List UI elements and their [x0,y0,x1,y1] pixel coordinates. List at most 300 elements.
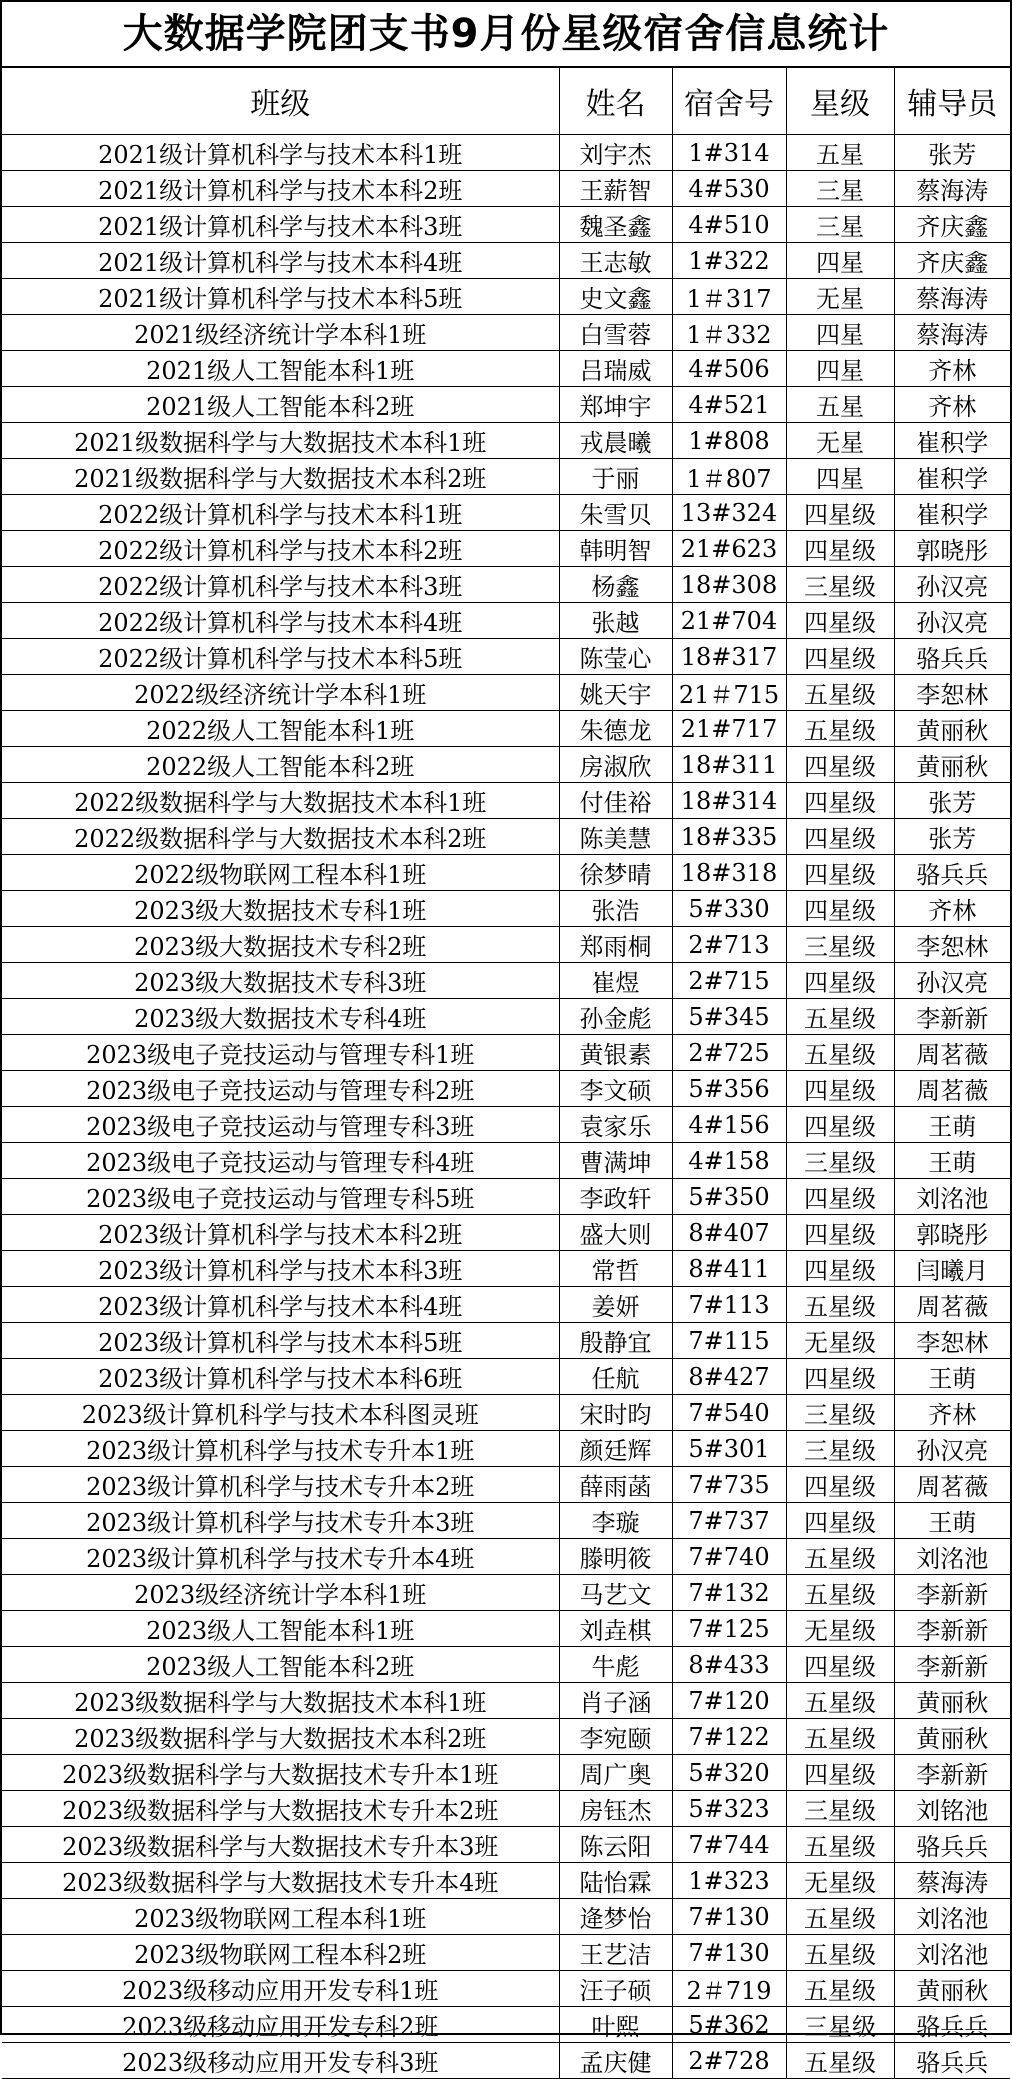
counselor-cell: 黄丽秋 [894,1683,1010,1719]
name-cell: 张越 [559,603,672,639]
counselor-cell: 齐林 [894,387,1010,423]
counselor-cell: 孙汉亮 [894,1431,1010,1467]
class-cell: 2023级数据科学与大数据技术本科2班 [2,1719,559,1755]
class-cell: 2023级计算机科学与技术本科2班 [2,1215,559,1251]
table-row [2,207,1010,243]
counselor-cell: 骆兵兵 [894,2043,1010,2079]
table-row [2,1359,1010,1395]
dorm-number-cell: 7#130 [672,1935,786,1971]
counselor-cell: 刘洺池 [894,1935,1010,1971]
name-cell: 陈莹心 [559,639,672,675]
dorm-number-cell: 8#411 [672,1251,786,1287]
name-cell: 白雪蓉 [559,315,672,351]
star-level-cell: 三星 [786,171,894,207]
name-cell: 韩明智 [559,531,672,567]
counselor-cell: 蔡海涛 [894,315,1010,351]
dorm-number-cell: 7#132 [672,1575,786,1611]
star-level-cell: 五星级 [786,2043,894,2079]
class-cell: 2022级计算机科学与技术本科1班 [2,495,559,531]
counselor-cell: 刘洺池 [894,1179,1010,1215]
name-cell: 李璇 [559,1503,672,1539]
name-cell: 李宛颐 [559,1719,672,1755]
class-cell: 2022级人工智能本科2班 [2,747,559,783]
counselor-cell: 齐庆鑫 [894,207,1010,243]
name-cell: 李政轩 [559,1179,672,1215]
star-level-cell: 四星级 [786,1071,894,1107]
class-cell: 2022级数据科学与大数据技术本科1班 [2,783,559,819]
dorm-number-cell: 4#510 [672,207,786,243]
counselor-cell: 黄丽秋 [894,1971,1010,2007]
table-row [2,387,1010,423]
counselor-cell: 齐庆鑫 [894,243,1010,279]
star-level-cell: 四星级 [786,1467,894,1503]
counselor-cell: 周茗薇 [894,1035,1010,1071]
counselor-cell: 李恕林 [894,675,1010,711]
name-cell: 崔煜 [559,963,672,999]
class-cell: 2023级计算机科学与技术专升本3班 [2,1503,559,1539]
counselor-cell: 刘铭池 [894,1791,1010,1827]
star-level-cell: 三星级 [786,2007,894,2043]
class-cell: 2021级数据科学与大数据技术本科2班 [2,459,559,495]
table-row [2,1539,1010,1575]
counselor-cell: 张芳 [894,819,1010,855]
star-level-cell: 五星级 [786,1899,894,1935]
class-cell: 2021级人工智能本科2班 [2,387,559,423]
dorm-number-cell: 7#115 [672,1323,786,1359]
name-cell: 黄银素 [559,1035,672,1071]
dorm-number-cell: 1#808 [672,423,786,459]
class-cell: 2023级物联网工程本科1班 [2,1899,559,1935]
name-cell: 戎晨曦 [559,423,672,459]
table-row [2,927,1010,963]
table-row [2,423,1010,459]
table-row [2,2043,1010,2079]
star-level-cell: 四星级 [786,1755,894,1791]
header-counselor: 辅导员 [894,68,1010,135]
name-cell: 吕瑞威 [559,351,672,387]
counselor-cell: 骆兵兵 [894,855,1010,891]
table-row [2,567,1010,603]
dorm-number-cell: 4#521 [672,387,786,423]
name-cell: 王艺洁 [559,1935,672,1971]
star-level-cell: 五星级 [786,1035,894,1071]
name-cell: 殷静宜 [559,1323,672,1359]
star-level-cell: 无星级 [786,1611,894,1647]
table-body [2,135,1010,2079]
counselor-cell: 王萌 [894,1143,1010,1179]
star-level-cell: 三星级 [786,1431,894,1467]
counselor-cell: 齐林 [894,1395,1010,1431]
name-cell: 薛雨菡 [559,1467,672,1503]
name-cell: 汪子硕 [559,1971,672,2007]
dorm-number-cell: 7#735 [672,1467,786,1503]
table-row [2,1791,1010,1827]
star-level-cell: 三星级 [786,1791,894,1827]
counselor-cell: 齐林 [894,891,1010,927]
star-level-cell: 五星级 [786,1935,894,1971]
table-row [2,1827,1010,1863]
header-row [2,68,1010,135]
star-level-cell: 四星级 [786,531,894,567]
dorm-number-cell: 18#311 [672,747,786,783]
class-cell: 2022级数据科学与大数据技术本科2班 [2,819,559,855]
class-cell: 2023级计算机科学与技术专升本4班 [2,1539,559,1575]
name-cell: 曹满坤 [559,1143,672,1179]
table-row [2,1071,1010,1107]
star-level-cell: 四星级 [786,891,894,927]
name-cell: 郑雨桐 [559,927,672,963]
table-row [2,1683,1010,1719]
counselor-cell: 蔡海涛 [894,1863,1010,1899]
dorm-number-cell: 18#318 [672,855,786,891]
star-level-cell: 四星级 [786,1107,894,1143]
star-level-cell: 四星级 [786,1359,894,1395]
dorm-number-cell: 2#728 [672,2043,786,2079]
class-cell: 2023级计算机科学与技术本科图灵班 [2,1395,559,1431]
table-row [2,639,1010,675]
counselor-cell: 黄丽秋 [894,1719,1010,1755]
dorm-number-cell: 7#740 [672,1539,786,1575]
name-cell: 郑坤宇 [559,387,672,423]
counselor-cell: 蔡海涛 [894,279,1010,315]
star-level-cell: 四星级 [786,603,894,639]
name-cell: 姚天宇 [559,675,672,711]
dorm-number-cell: 1#314 [672,135,786,171]
counselor-cell: 李新新 [894,999,1010,1035]
star-level-cell: 三星级 [786,567,894,603]
table-row [2,1251,1010,1287]
table-row [2,675,1010,711]
class-cell: 2023级电子竞技运动与管理专科3班 [2,1107,559,1143]
sheet-title: 大数据学院团支书9月份星级宿舍信息统计 [2,2,1010,68]
dorm-table [2,68,1010,2079]
class-cell: 2023级人工智能本科2班 [2,1647,559,1683]
name-cell: 朱雪贝 [559,495,672,531]
dorm-number-cell: 21#623 [672,531,786,567]
star-level-cell: 四星级 [786,1179,894,1215]
dorm-number-cell: 5#362 [672,2007,786,2043]
dorm-number-cell: 4#156 [672,1107,786,1143]
class-cell: 2022级人工智能本科1班 [2,711,559,747]
name-cell: 颜廷辉 [559,1431,672,1467]
class-cell: 2023级电子竞技运动与管理专科4班 [2,1143,559,1179]
dorm-number-cell: 1#323 [672,1863,786,1899]
class-cell: 2023级计算机科学与技术专升本2班 [2,1467,559,1503]
class-cell: 2022级计算机科学与技术本科2班 [2,531,559,567]
name-cell: 叶熙 [559,2007,672,2043]
class-cell: 2022级计算机科学与技术本科5班 [2,639,559,675]
class-cell: 2021级人工智能本科1班 [2,351,559,387]
table-row [2,603,1010,639]
counselor-cell: 张芳 [894,783,1010,819]
name-cell: 徐梦晴 [559,855,672,891]
name-cell: 盛大则 [559,1215,672,1251]
dorm-number-cell: 7#540 [672,1395,786,1431]
counselor-cell: 周茗薇 [894,1467,1010,1503]
counselor-cell: 李新新 [894,1647,1010,1683]
table-row [2,891,1010,927]
star-level-cell: 五星级 [786,1971,894,2007]
dorm-number-cell: 7#120 [672,1683,786,1719]
star-level-cell: 四星级 [786,1503,894,1539]
star-level-cell: 四星级 [786,819,894,855]
star-level-cell: 四星级 [786,1647,894,1683]
name-cell: 杨鑫 [559,567,672,603]
class-cell: 2023级电子竞技运动与管理专科5班 [2,1179,559,1215]
star-level-cell: 四星级 [786,1215,894,1251]
dorm-number-cell: 2#713 [672,927,786,963]
star-level-cell: 无星级 [786,1323,894,1359]
dorm-number-cell: 4#506 [672,351,786,387]
name-cell: 王薪智 [559,171,672,207]
name-cell: 房钰杰 [559,1791,672,1827]
class-cell: 2023级大数据技术专科2班 [2,927,559,963]
class-cell: 2022级计算机科学与技术本科4班 [2,603,559,639]
class-cell: 2023级计算机科学与技术本科4班 [2,1287,559,1323]
counselor-cell: 王萌 [894,1359,1010,1395]
star-level-cell: 四星级 [786,1251,894,1287]
table-row [2,1467,1010,1503]
counselor-cell: 王萌 [894,1503,1010,1539]
dorm-number-cell: 7#125 [672,1611,786,1647]
class-cell: 2023级数据科学与大数据技术专升本4班 [2,1863,559,1899]
star-level-cell: 四星 [786,351,894,387]
counselor-cell: 骆兵兵 [894,1827,1010,1863]
table-row [2,279,1010,315]
star-level-cell: 无星 [786,423,894,459]
name-cell: 张浩 [559,891,672,927]
table-row [2,2007,1010,2043]
dorm-number-cell: 8#433 [672,1647,786,1683]
table-row [2,1143,1010,1179]
dorm-number-cell: 5#350 [672,1179,786,1215]
counselor-cell: 刘洺池 [894,1539,1010,1575]
class-cell: 2023级数据科学与大数据技术专升本1班 [2,1755,559,1791]
name-cell: 陈云阳 [559,1827,672,1863]
star-level-cell: 三星级 [786,927,894,963]
class-cell: 2021级计算机科学与技术本科1班 [2,135,559,171]
name-cell: 孟庆健 [559,2043,672,2079]
counselor-cell: 崔积学 [894,495,1010,531]
star-level-cell: 三星级 [786,1395,894,1431]
table-row [2,531,1010,567]
class-cell: 2022级物联网工程本科1班 [2,855,559,891]
dorm-number-cell: 21#717 [672,711,786,747]
class-cell: 2023级移动应用开发专科2班 [2,2007,559,2043]
dorm-number-cell: 13#324 [672,495,786,531]
counselor-cell: 黄丽秋 [894,711,1010,747]
table-row [2,135,1010,171]
table-row [2,1431,1010,1467]
dorm-number-cell: 18#314 [672,783,786,819]
counselor-cell: 刘洺池 [894,1899,1010,1935]
table-row [2,351,1010,387]
name-cell: 滕明筱 [559,1539,672,1575]
name-cell: 于丽 [559,459,672,495]
name-cell: 魏圣鑫 [559,207,672,243]
table-row [2,1395,1010,1431]
dorm-number-cell: 2＃719 [672,1971,786,2007]
dorm-number-cell: 4#530 [672,171,786,207]
dorm-number-cell: 5#330 [672,891,786,927]
name-cell: 陈美慧 [559,819,672,855]
class-cell: 2021级数据科学与大数据技术本科1班 [2,423,559,459]
class-cell: 2023级大数据技术专科4班 [2,999,559,1035]
class-cell: 2021级经济统计学本科1班 [2,315,559,351]
counselor-cell: 崔积学 [894,423,1010,459]
table-row [2,1755,1010,1791]
star-level-cell: 五星级 [786,1827,894,1863]
name-cell: 姜妍 [559,1287,672,1323]
name-cell: 李文硕 [559,1071,672,1107]
star-level-cell: 五星级 [786,1719,894,1755]
dorm-number-cell: 5#323 [672,1791,786,1827]
name-cell: 袁家乐 [559,1107,672,1143]
dorm-number-cell: 1#322 [672,243,786,279]
name-cell: 史文鑫 [559,279,672,315]
name-cell: 牛彪 [559,1647,672,1683]
star-level-cell: 四星级 [786,495,894,531]
dorm-number-cell: 7#130 [672,1899,786,1935]
name-cell: 常哲 [559,1251,672,1287]
dorm-number-cell: 21#704 [672,603,786,639]
dorm-number-cell: 7#737 [672,1503,786,1539]
class-cell: 2023级大数据技术专科1班 [2,891,559,927]
header-class: 班级 [2,68,559,135]
table-row [2,1179,1010,1215]
table-row [2,1971,1010,2007]
counselor-cell: 李新新 [894,1575,1010,1611]
star-level-cell: 五星 [786,135,894,171]
star-level-cell: 三星 [786,207,894,243]
table-row [2,963,1010,999]
class-cell: 2022级计算机科学与技术本科3班 [2,567,559,603]
table-row [2,1035,1010,1071]
dorm-number-cell: 2#725 [672,1035,786,1071]
dorm-number-cell: 7#744 [672,1827,786,1863]
header-dorm-number: 宿舍号 [672,68,786,135]
dorm-number-cell: 1＃317 [672,279,786,315]
dorm-number-cell: 7#122 [672,1719,786,1755]
class-cell: 2022级经济统计学本科1班 [2,675,559,711]
star-level-cell: 四星级 [786,855,894,891]
name-cell: 周广奥 [559,1755,672,1791]
star-level-cell: 五星级 [786,999,894,1035]
class-cell: 2023级经济统计学本科1班 [2,1575,559,1611]
table-row [2,1107,1010,1143]
table-row [2,243,1010,279]
table-row [2,711,1010,747]
table-row [2,819,1010,855]
class-cell: 2023级数据科学与大数据技术专升本3班 [2,1827,559,1863]
class-cell: 2023级数据科学与大数据技术本科1班 [2,1683,559,1719]
class-cell: 2023级计算机科学与技术本科6班 [2,1359,559,1395]
name-cell: 房淑欣 [559,747,672,783]
name-cell: 朱德龙 [559,711,672,747]
table-row [2,315,1010,351]
star-level-cell: 四星级 [786,747,894,783]
table-row [2,1503,1010,1539]
name-cell: 陆怡霖 [559,1863,672,1899]
table-row [2,1863,1010,1899]
class-cell: 2023级数据科学与大数据技术专升本2班 [2,1791,559,1827]
class-cell: 2021级计算机科学与技术本科2班 [2,171,559,207]
star-level-cell: 四星 [786,315,894,351]
star-level-cell: 五星 [786,387,894,423]
star-level-cell: 五星级 [786,1287,894,1323]
counselor-cell: 李恕林 [894,1323,1010,1359]
star-level-cell: 五星级 [786,1575,894,1611]
name-cell: 马艺文 [559,1575,672,1611]
counselor-cell: 蔡海涛 [894,171,1010,207]
counselor-cell: 郭晓彤 [894,1215,1010,1251]
star-level-cell: 四星级 [786,783,894,819]
star-level-cell: 四星级 [786,963,894,999]
header-name: 姓名 [559,68,672,135]
counselor-cell: 王萌 [894,1107,1010,1143]
counselor-cell: 张芳 [894,135,1010,171]
class-cell: 2023级移动应用开发专科3班 [2,2043,559,2079]
class-cell: 2023级电子竞技运动与管理专科1班 [2,1035,559,1071]
class-cell: 2023级电子竞技运动与管理专科2班 [2,1071,559,1107]
star-level-cell: 无星 [786,279,894,315]
dorm-number-cell: 8#407 [672,1215,786,1251]
counselor-cell: 骆兵兵 [894,639,1010,675]
name-cell: 刘宇杰 [559,135,672,171]
table-row [2,495,1010,531]
star-level-cell: 五星级 [786,1539,894,1575]
dorm-number-cell: 1＃807 [672,459,786,495]
counselor-cell: 闫曦月 [894,1251,1010,1287]
star-level-cell: 三星级 [786,1143,894,1179]
class-cell: 2021级计算机科学与技术本科4班 [2,243,559,279]
class-cell: 2023级计算机科学与技术本科5班 [2,1323,559,1359]
star-level-cell: 五星级 [786,675,894,711]
class-cell: 2021级计算机科学与技术本科3班 [2,207,559,243]
counselor-cell: 李恕林 [894,927,1010,963]
dorm-number-cell: 7#113 [672,1287,786,1323]
star-level-cell: 无星级 [786,1863,894,1899]
counselor-cell: 孙汉亮 [894,603,1010,639]
star-level-cell: 五星级 [786,1683,894,1719]
class-cell: 2023级移动应用开发专科1班 [2,1971,559,2007]
dorm-number-cell: 4#158 [672,1143,786,1179]
dorm-number-cell: 5#356 [672,1071,786,1107]
class-cell: 2023级大数据技术专科3班 [2,963,559,999]
dorm-number-cell: 2#715 [672,963,786,999]
class-cell: 2023级物联网工程本科2班 [2,1935,559,1971]
name-cell: 付佳裕 [559,783,672,819]
star-level-cell: 四星级 [786,639,894,675]
class-cell: 2023级计算机科学与技术本科3班 [2,1251,559,1287]
class-cell: 2023级人工智能本科1班 [2,1611,559,1647]
dorm-number-cell: 21＃715 [672,675,786,711]
star-level-cell: 四星 [786,243,894,279]
table-row [2,999,1010,1035]
table-row [2,1899,1010,1935]
header-star-level: 星级 [786,68,894,135]
table-row [2,783,1010,819]
counselor-cell: 孙汉亮 [894,963,1010,999]
table-row [2,1719,1010,1755]
dorm-number-cell: 5#301 [672,1431,786,1467]
name-cell: 任航 [559,1359,672,1395]
table-row [2,171,1010,207]
name-cell: 肖子涵 [559,1683,672,1719]
dorm-number-cell: 18#335 [672,819,786,855]
star-level-cell: 五星级 [786,711,894,747]
table-row [2,1611,1010,1647]
